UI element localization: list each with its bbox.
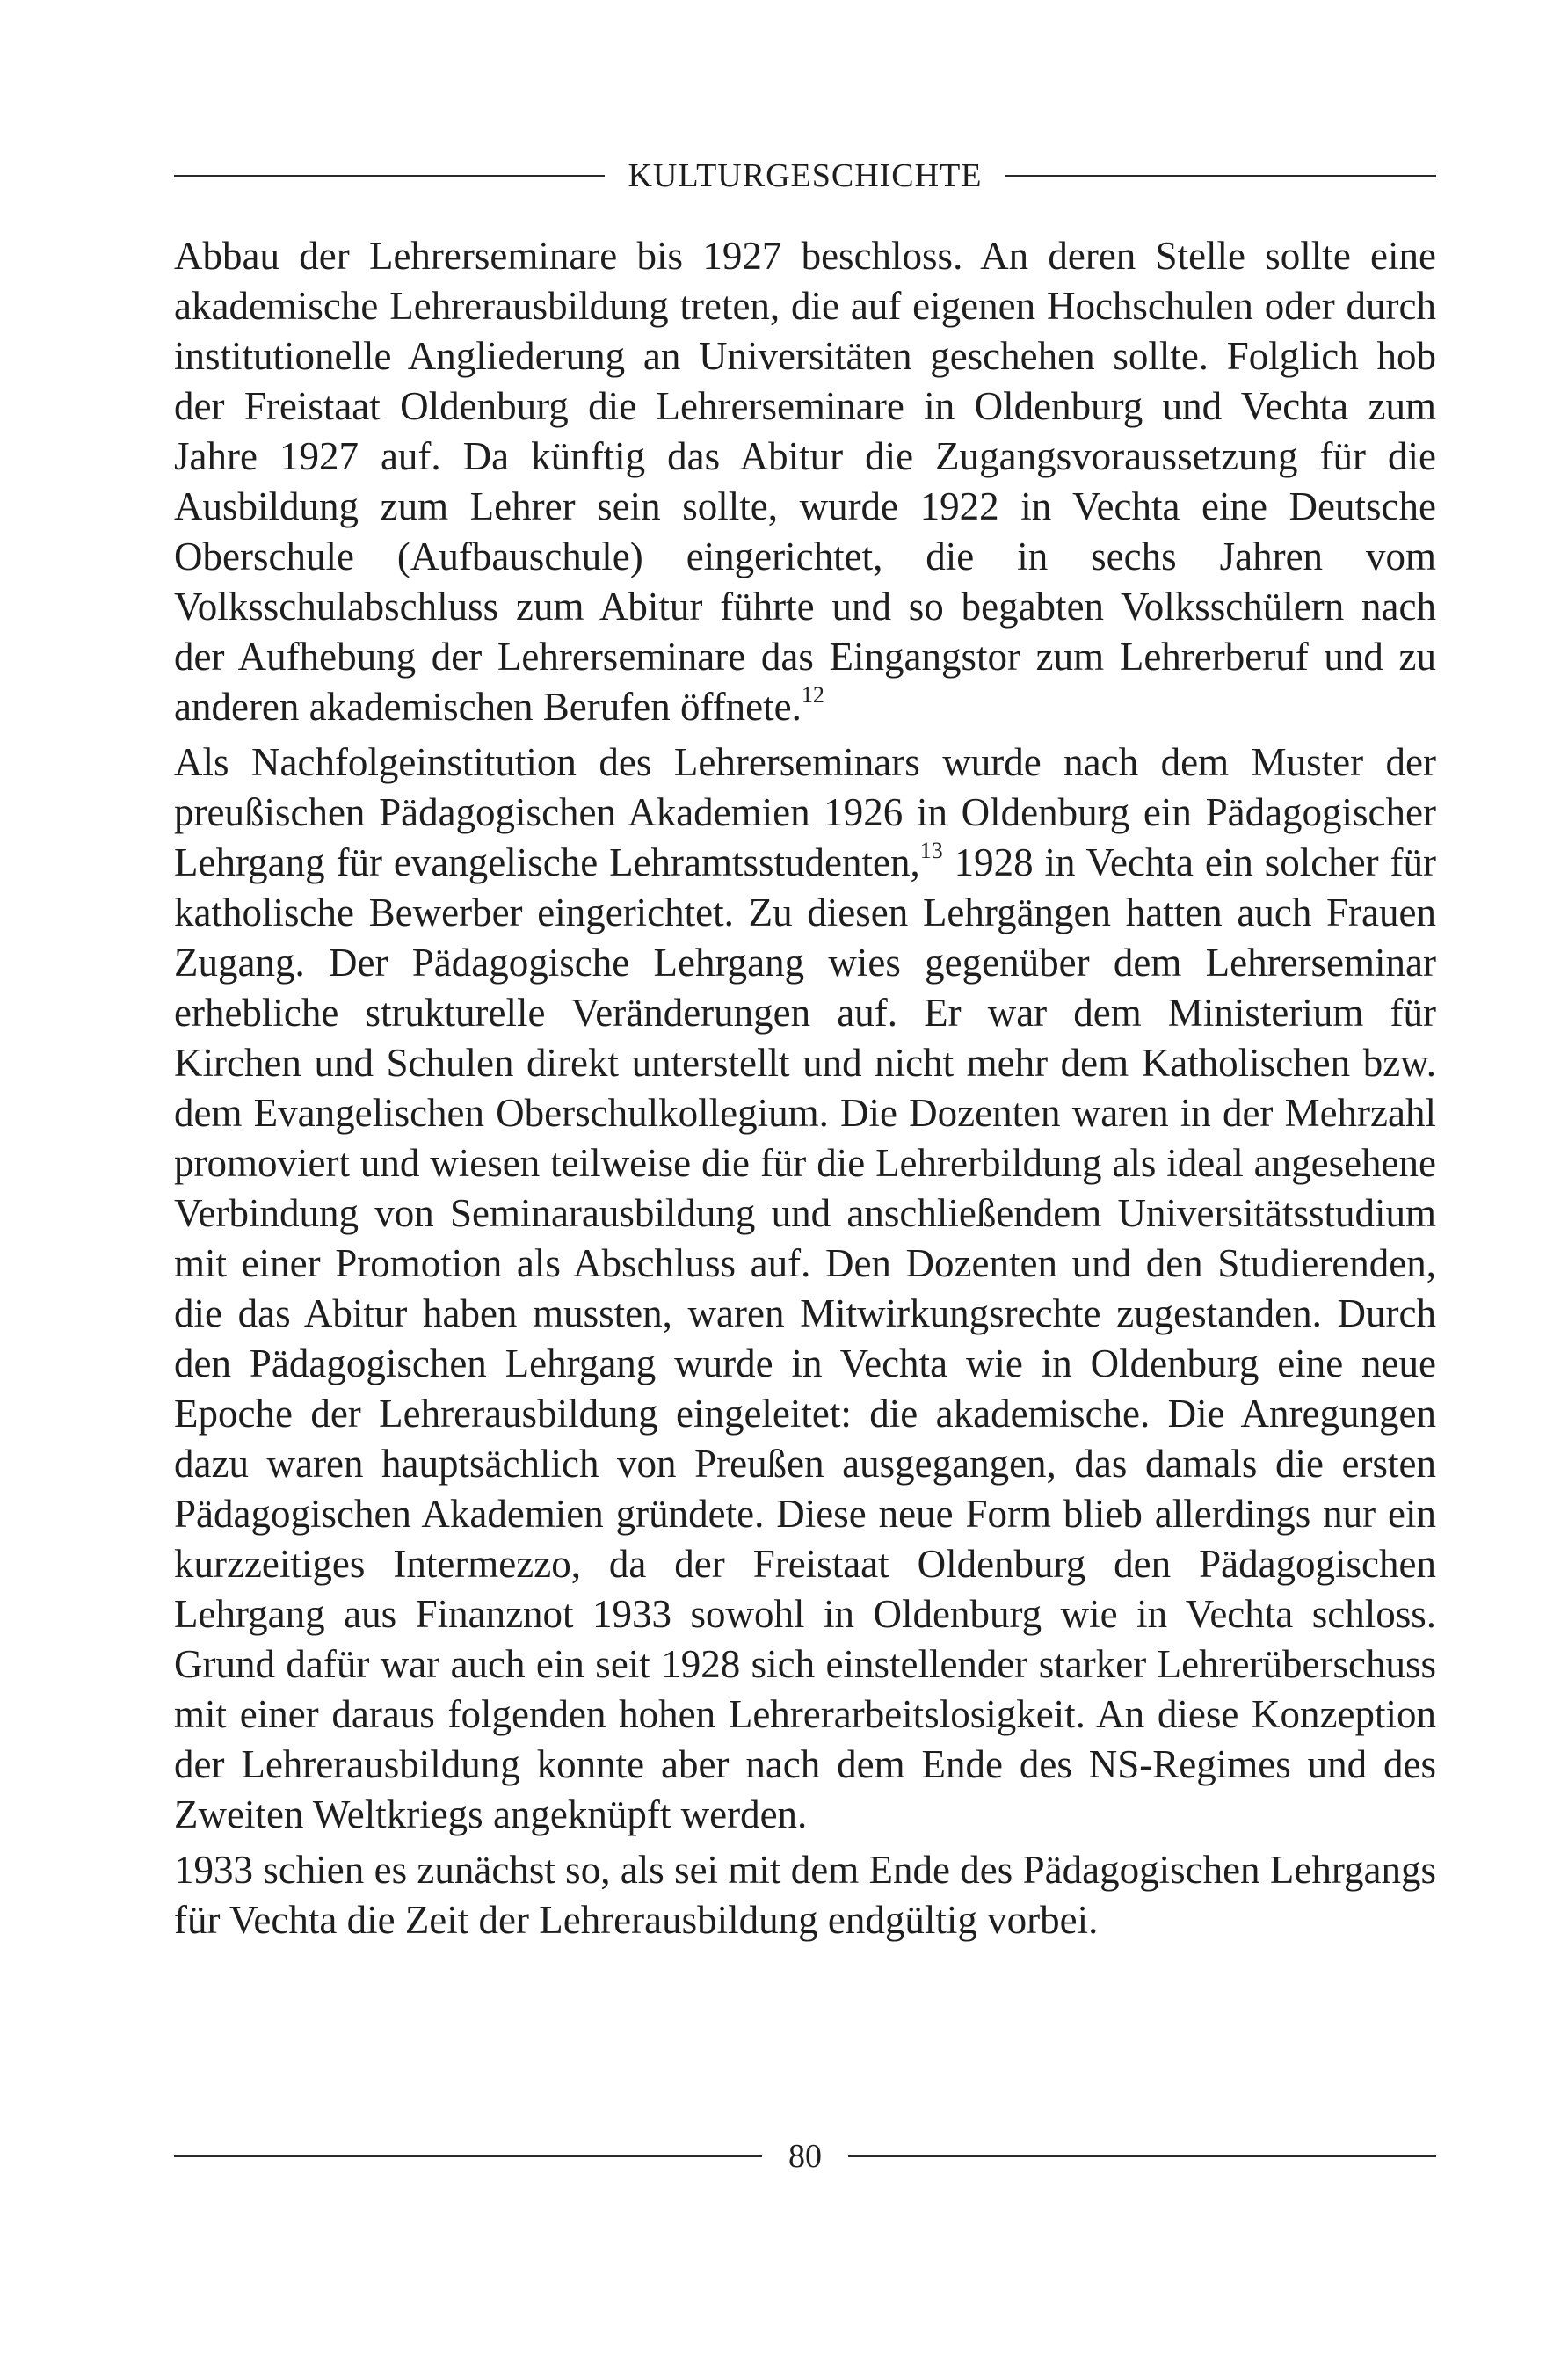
paragraph — [174, 231, 1436, 732]
book-page — [174, 0, 1436, 2377]
footer-rule-right — [848, 2155, 1436, 2157]
body-text — [174, 231, 1436, 1945]
running-head-rule-right — [1005, 175, 1436, 177]
footnote-reference: 12 — [801, 682, 824, 708]
paragraph — [174, 738, 1436, 1840]
footer-rule-left — [174, 2155, 762, 2157]
page-number: 80 — [788, 2138, 822, 2175]
paragraph-text: Als Nachfolgeinstitution des Lehrerseminars wurde nach dem Muster der preußischen Pädagogischen Akademien 1926 in Oldenburg ein Pädagogischer Lehrgang für evangelische Lehramtsstudenten, — [174, 740, 1436, 884]
running-head-rule-left — [174, 175, 605, 177]
running-head — [174, 156, 1436, 195]
running-head-title: KULTURGESCHICHTE — [628, 157, 983, 194]
footnote-reference: 13 — [919, 838, 943, 863]
paragraph — [174, 1845, 1436, 1945]
paragraph-text: 1933 schien es zunächst so, als sei mit dem Ende des Pädagogischen Lehrgangs für Vechta die Zeit der Lehrerausbildung endgültig vorbei. — [174, 1848, 1436, 1942]
paragraph-text: 1928 in Vechta ein solcher für katholische Bewerber eingerichtet. Zu diesen Lehrgängen hatten auch Frauen Zugang. Der Pädagogische Lehrgang wies gegenüber dem Lehrerseminar erhebliche strukturelle Veränderungen auf. Er war dem Ministerium für Kirchen und Schulen direkt unterstellt und nicht mehr dem Katholischen bzw. dem Evangelischen Oberschulkollegium. Die Dozenten waren in der Mehrzahl promoviert und wiesen teilweise die für die Lehrerbildung als ideal angesehene Verbindung von Seminarausbildung und anschließendem Universitätsstudium mit einer Promotion als Abschluss auf. Den Dozenten und den Studierenden, die das Abitur haben mussten, waren Mitwirkungsrechte zugestanden. Durch den Pädagogischen Lehrgang wurde in Vechta wie in Oldenburg eine neue Epoche der Lehrerausbildung eingeleitet: die akademische. Die Anregungen dazu waren hauptsächlich von Preußen ausgegangen, das damals die ersten Pädagogischen Akademien gründete. Diese neue Form blieb allerdings nur ein kurzzeitiges Intermezzo, da der Freistaat Oldenburg den Pädagogischen Lehrgang aus Finanznot 1933 sowohl in Oldenburg wie in Vechta schloss. Grund dafür war auch ein seit 1928 sich einstellender starker Lehrerüberschuss mit einer daraus folgenden hohen Lehrerarbeitslosigkeit. An diese Konzeption der Lehrerausbildung konnte aber nach dem Ende des NS-Regimes und des Zweiten Weltkriegs angeknüpft werden. — [174, 840, 1436, 1836]
paragraph-text: Abbau der Lehrerseminare bis 1927 beschloss. An deren Stelle sollte eine akademische Lehrerausbildung treten, die auf eigenen Hochschulen oder durch institutionelle Angliederung an Universitäten geschehen sollte. Folglich hob der Freistaat Oldenburg die Lehrerseminare in Oldenburg und Vechta zum Jahre 1927 auf. Da künftig das Abitur die Zugangsvoraussetzung für die Ausbildung zum Lehrer sein sollte, wurde 1922 in Vechta eine Deutsche Oberschule (Aufbauschule) eingerichtet, die in sechs Jahren vom Volksschulabschluss zum Abitur führte und so begabten Volksschülern nach der Aufhebung der Lehrerseminare das Eingangstor zum Lehrerberuf und zu anderen akademischen Berufen öffnete. — [174, 234, 1436, 729]
page-footer — [174, 2137, 1436, 2176]
